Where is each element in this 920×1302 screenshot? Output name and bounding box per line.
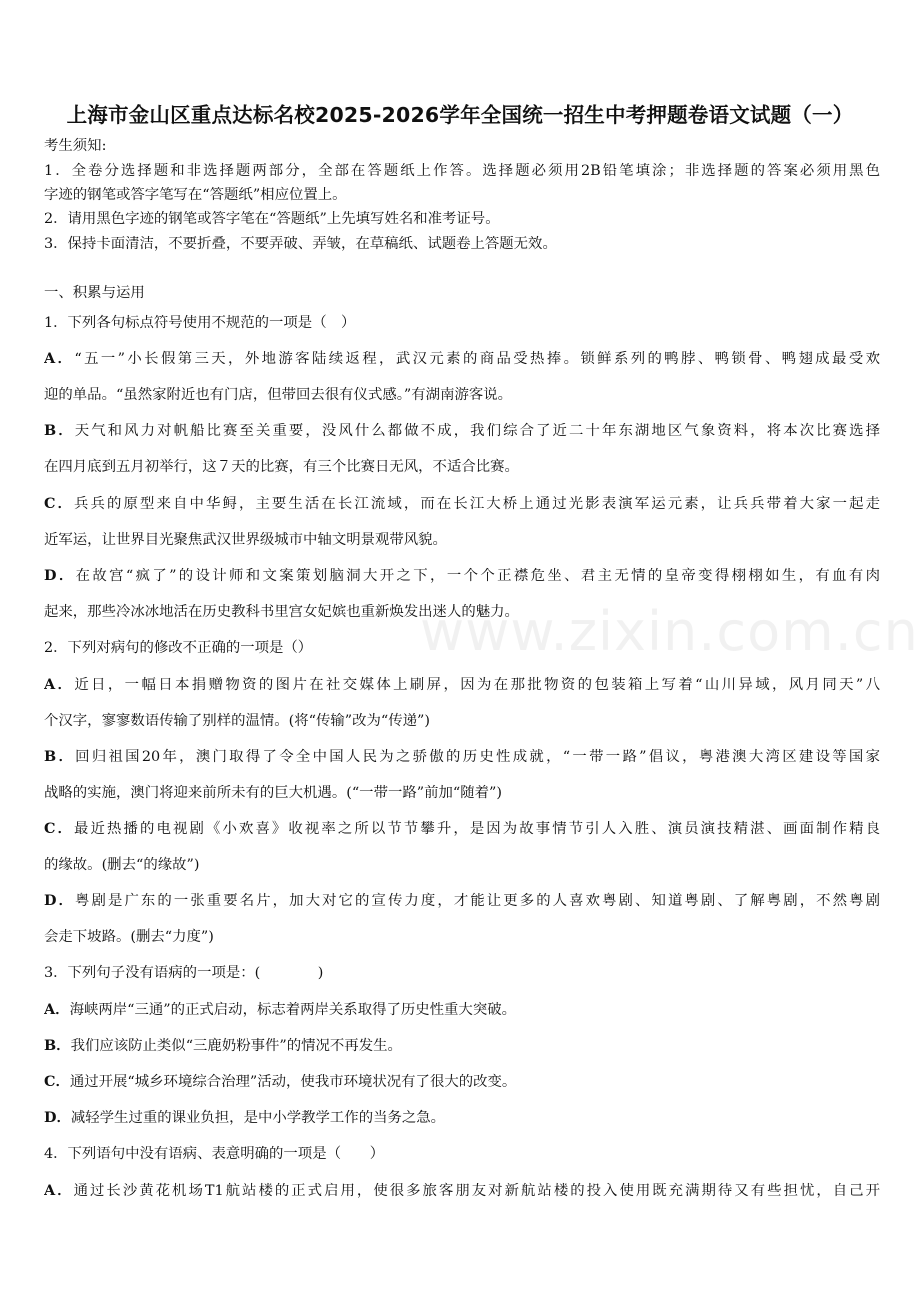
q1-option-c-letter: C． [44,495,75,512]
q2-option-b-line-2: 战略的实施，澳门将迎来前所未有的巨大机遇。(“一带一路”前加“随着”) [44,785,502,801]
q1-option-c-text: 兵兵的原型来自中华鲟，主要生活在长江流域，而在长江大桥上通过光影表演军运元素，让兵兵带着大家一起走 [74,496,880,512]
q1-option-a-line-1 [44,349,880,369]
section-heading: 一、积累与运用 [44,285,145,301]
page-title: 上海市金山区重点达标名校2025-2026学年全国统一招生中考押题卷语文试题（一） [66,103,854,127]
q3-option-b [44,1036,880,1056]
q3-option-c-letter: C． [44,1073,70,1090]
q2-option-b-line-1 [44,747,880,767]
q1-option-d-line-1 [44,566,880,586]
q1-option-d-text: 在故宫“疯了”的设计师和文案策划脑洞大开之下，一个个正襟危坐、君主无情的皇帝变得栩栩如生，有血有肉 [75,568,880,584]
q2-option-c-line-2: 的缘故。(删去“的缘故”) [44,857,200,873]
question-3-stem: 3．下列句子没有语病的一项是：( ) [44,965,324,981]
question-4-stem: 4．下列语句中没有语病、表意明确的一项是（ ） [44,1146,385,1162]
q3-option-a [44,1000,880,1020]
q2-option-a-line-2: 个汉字，寥寥数语传输了别样的温情。(将“传输”改为“传递”) [44,713,431,729]
q1-option-b-letter: B． [44,422,75,439]
q1-option-a-line-2: 迎的单品。“虽然家附近也有门店，但带回去很有仪式感。”有湖南游客说。 [44,387,513,403]
q4-option-a-line-1 [44,1181,880,1201]
q2-option-d-letter: D． [44,892,76,909]
q2-option-c-line-1 [44,819,880,839]
q1-option-b-text: 天气和风力对帆船比赛至关重要，没风什么都做不成，我们综合了近二十年东湖地区气象资料，将本次比赛选择 [74,423,880,439]
q1-option-d-line-2: 起来，那些冷冰冰地活在历史教科书里宫女妃嫔也重新焕发出迷人的魅力。 [44,604,519,620]
q3-option-d [44,1108,880,1128]
q3-option-c-text: 通过开展“城乡环境综合治理”活动，使我市环境状况有了很大的改变。 [69,1074,517,1090]
q2-option-c-letter: C． [44,820,75,837]
q3-option-a-text: 海峡两岸“三通”的正式启动，标志着两岸关系取得了历史性重大突破。 [69,1002,516,1018]
q2-option-b-text: 回归祖国20年，澳门取得了令全中国人民为之骄傲的历史性成就，“一带一路”倡议，粤港澳大湾区建设等国家 [75,749,880,765]
q2-option-d-text: 粤剧是广东的一张重要名片，加大对它的宣传力度，才能让更多的人喜欢粤剧、知道粤剧、了解粤剧，不然粤剧 [75,893,880,909]
notice-header: 考生须知: [44,138,107,154]
q2-option-d-line-2: 会走下坡路。(删去“力度”) [44,929,214,945]
q3-option-a-letter: A． [44,1001,70,1018]
q4-option-a-letter: A． [44,1182,74,1199]
q3-option-d-text: 减轻学生过重的课业负担，是中小学教学工作的当务之急。 [70,1110,446,1126]
q1-option-a-text: “五一”小长假第三天，外地游客陆续返程，武汉元素的商品受热捧。锁鲜系列的鸭脖、鸭锁骨、鸭翅成最受欢 [74,351,880,367]
q3-option-d-letter: D． [44,1109,71,1126]
q1-option-d-letter: D． [44,567,76,584]
q2-option-b-letter: B． [44,748,76,765]
q1-option-a-letter: A． [44,350,75,367]
question-1-stem: 1．下列各句标点符号使用不规范的一项是（ ） [44,315,356,331]
q1-option-b-line-2: 在四月底到五月初举行，这７天的比赛，有三个比赛日无风，不适合比赛。 [44,459,519,475]
notice-3: 3．保持卡面清洁，不要折叠，不要弄破、弄皱，在草稿纸、试题卷上答题无效。 [44,236,557,252]
q2-option-d-line-1 [44,891,880,911]
question-2-stem: 2．下列对病句的修改不正确的一项是（） [44,640,313,656]
q3-option-c [44,1072,880,1092]
notice-1-line-2: 字迹的钢笔或答字笔写在“答题纸”相应位置上。 [44,187,347,203]
q2-option-a-line-1 [44,675,880,695]
q1-option-b-line-1 [44,421,880,441]
notice-1-line-1: 1．全卷分选择题和非选择题两部分，全部在答题纸上作答。选择题必须用2B铅笔填涂；非选择题的答案必须用黑色 [44,163,880,179]
q3-option-b-letter: B． [44,1037,71,1054]
notice-2: 2．请用黑色字迹的钢笔或答字笔在“答题纸”上先填写姓名和准考证号。 [44,211,500,227]
q1-option-c-line-1 [44,494,880,514]
q2-option-a-letter: A． [44,676,75,693]
q2-option-c-text: 最近热播的电视剧《小欢喜》收视率之所以节节攀升，是因为故事情节引人入胜、演员演技精湛、画面制作精良 [74,821,880,837]
q3-option-b-text: 我们应该防止类似“三鹿奶粉事件”的情况不再发生。 [70,1038,402,1054]
q2-option-a-text: 近日，一幅日本捐赠物资的图片在社交媒体上刷屏，因为在那批物资的包装箱上写着“山川异域，风月同天”八 [74,677,880,693]
q4-option-a-text: 通过长沙黄花机场T1航站楼的正式启用，使很多旅客朋友对新航站楼的投入使用既充满期待又有些担忧，自己开 [73,1183,880,1199]
q1-option-c-line-2: 近军运，让世界目光聚焦武汉世界级城市中轴文明景观带风貌。 [44,532,447,548]
watermark: www.zixin.com.cn [420,600,919,663]
